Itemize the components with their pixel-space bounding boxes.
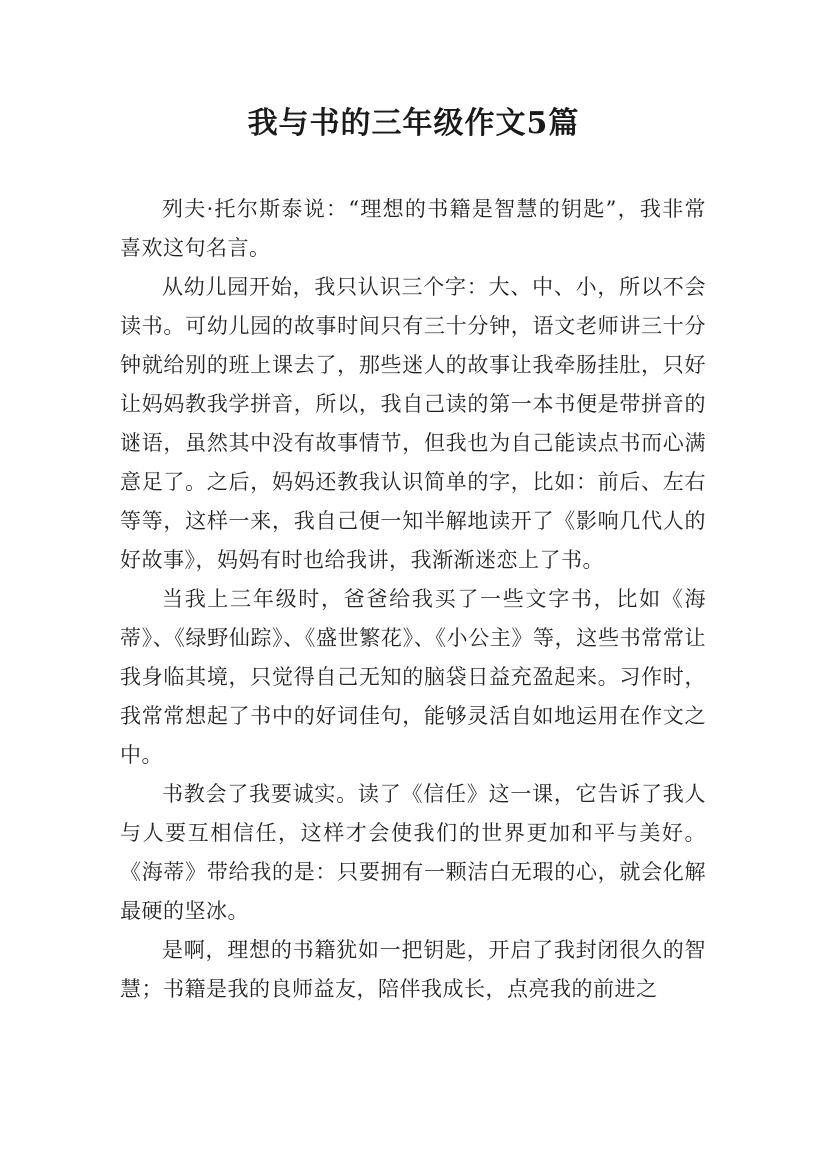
- document-body: [120, 190, 706, 1009]
- paragraph-4: 书教会了我要诚实。读了《信任》这一课，它告诉了我人与人要互相信任，这样才会使我们的世界更加和平与美好。《海蒂》带给我的是：只要拥有一颗洁白无瑕的心，就会化解最硬的坚冰。: [120, 782, 706, 923]
- document-title: 我与书的三年级作文5篇: [247, 106, 580, 141]
- paragraph-2: 从幼儿园开始，我只认识三个字：大、中、小，所以不会读书。可幼儿园的故事时间只有三十分钟，语文老师讲三十分钟就给别的班上课去了，那些迷人的故事让我牵肠挂肚，只好让妈妈教我学拼音，所以，我自己读的第一本书便是带拼音的谜语，虽然其中没有故事情节，但我也为自己能读点书而心满意足了。之后，妈妈还教我认识简单的字，比如：前后、左右等等，这样一来，我自己便一知半解地读开了《影响几代人的好故事》，妈妈有时也给我讲，我渐渐迷恋上了书。: [120, 275, 706, 572]
- paragraph-5: 是啊，理想的书籍犹如一把钥匙，开启了我封闭很久的智慧；书籍是我的良师益友，陪伴我成长，点亮我的前进之: [120, 938, 706, 1001]
- paragraph-3: 当我上三年级时，爸爸给我买了一些文字书，比如《海蒂》、《绿野仙踪》、《盛世繁花》、《小公主》等，这些书常常让我身临其境，只觉得自己无知的脑袋日益充盈起来。习作时，我常常想起了书中的好词佳句，能够灵活自如地运用在作文之中。: [120, 587, 706, 767]
- paragraph-1: 列夫·托尔斯泰说：“理想的书籍是智慧的钥匙”，我非常喜欢这句名言。: [120, 197, 706, 260]
